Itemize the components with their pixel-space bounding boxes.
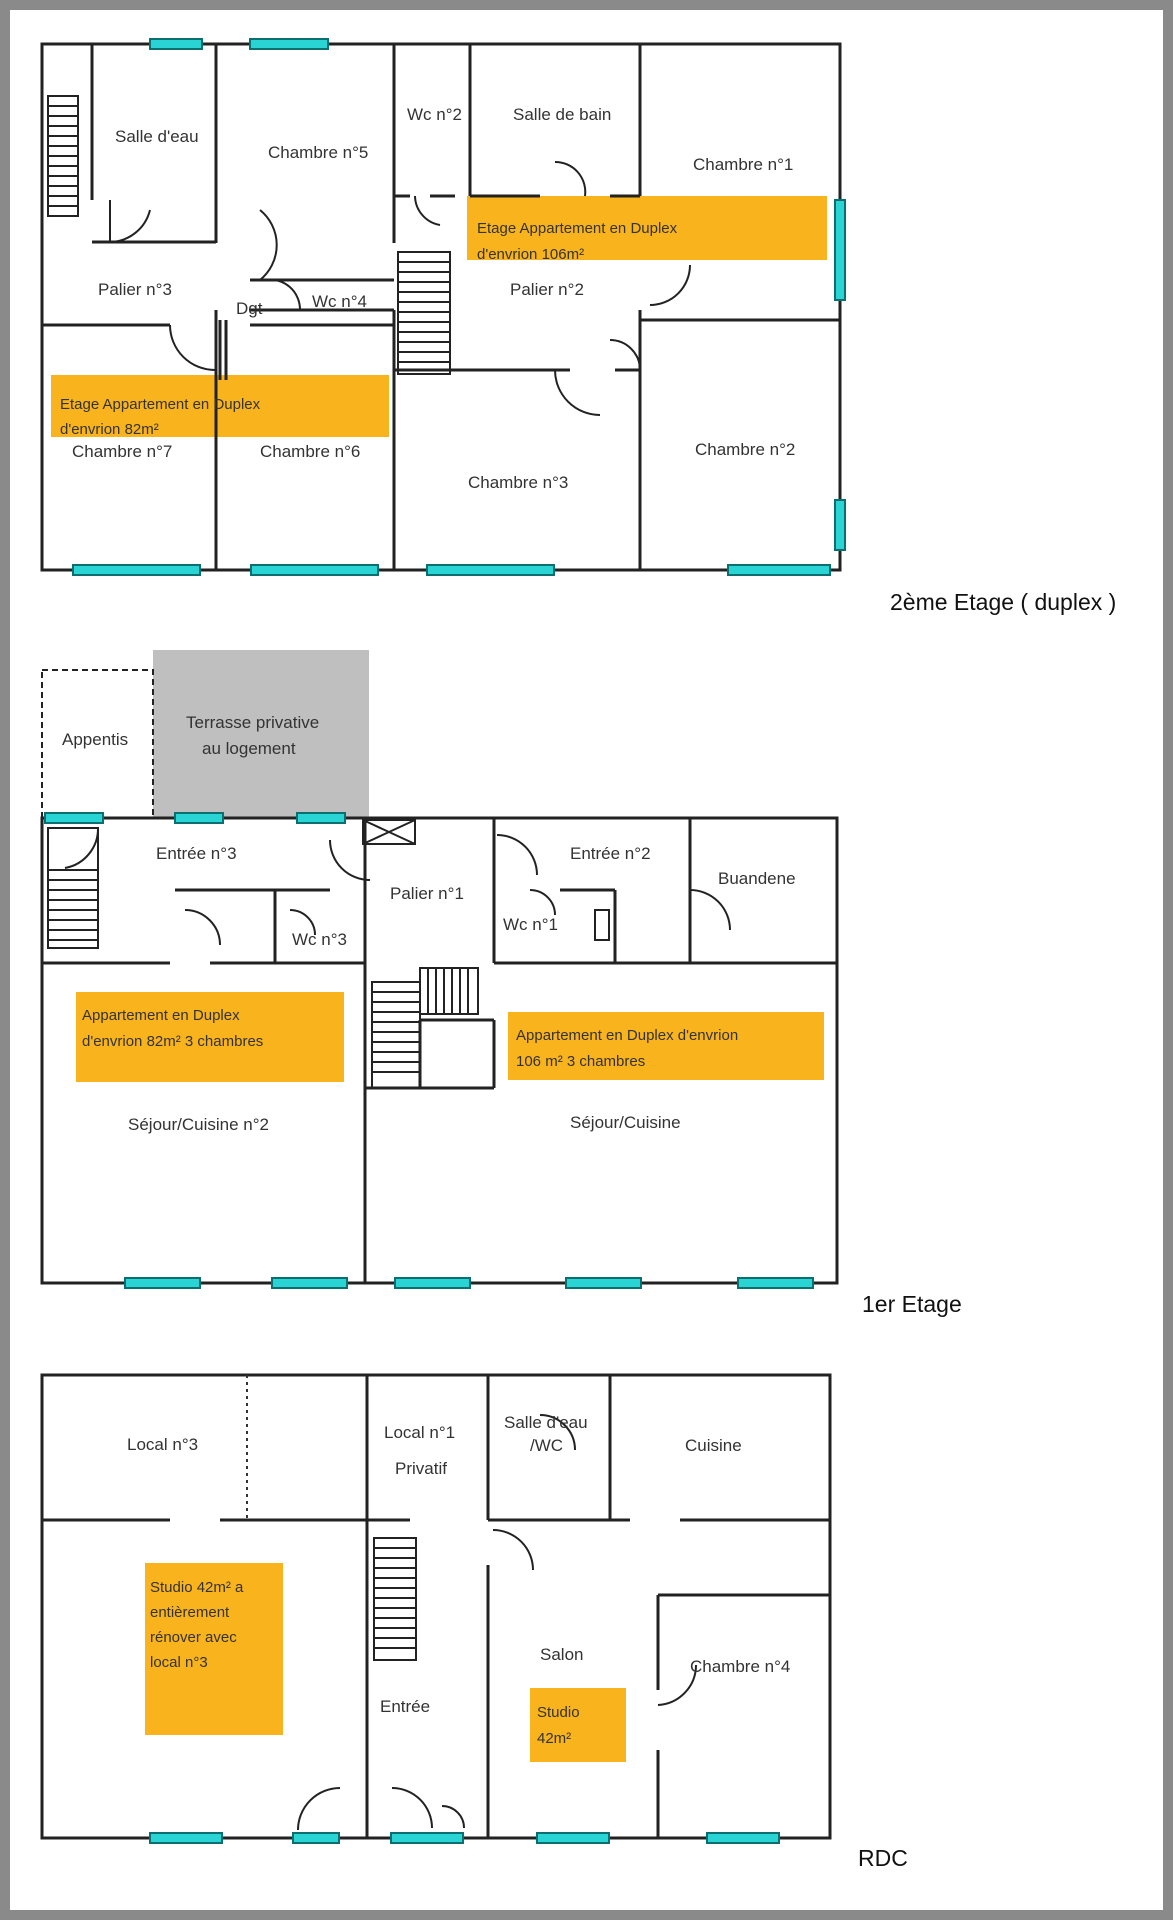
floor-plan-sheet: [10, 10, 1163, 1910]
room-salle-eau-rdc-line2: /WC: [530, 1436, 564, 1455]
terrace-label-line2: au logement: [202, 739, 296, 758]
room-entree-3: Entrée n°3: [156, 844, 237, 863]
room-chambre-3: Chambre n°3: [468, 473, 569, 492]
room-salon: Salon: [540, 1645, 584, 1664]
room-wc-3: Wc n°3: [292, 930, 347, 949]
room-local-1-line1: Local n°1: [384, 1423, 456, 1442]
room-appentis: Appentis: [62, 730, 129, 749]
note-duplex-106-second-line2: d'envrion 106m²: [477, 246, 585, 263]
note-studio-line2: 42m²: [537, 1730, 572, 1747]
room-salle-eau-rdc-line1: Salle d'eau: [504, 1413, 588, 1432]
note-studio-line1: Studio: [537, 1704, 580, 1721]
terrace-label-line1: Terrasse privative: [186, 713, 320, 732]
note-studio-local-line4: local n°3: [150, 1654, 208, 1671]
room-salle-eau-2: Salle d'eau: [115, 127, 199, 146]
room-chambre-6: Chambre n°6: [260, 442, 361, 461]
room-palier-1: Palier n°1: [390, 884, 464, 903]
room-dgt: Dgt: [236, 299, 263, 318]
room-chambre-2: Chambre n°2: [695, 440, 796, 459]
caption-ground-floor: RDC: [858, 1845, 908, 1871]
room-local-1-line2: Privatif: [395, 1459, 447, 1478]
room-salle-de-bain: Salle de bain: [513, 105, 612, 124]
note-duplex-106-first-line1: Appartement en Duplex d'envrion: [516, 1027, 739, 1044]
terrace-area: [153, 650, 369, 818]
first-floor-plan: [42, 650, 962, 1317]
room-chambre-4: Chambre n°4: [690, 1657, 791, 1676]
room-entree-rdc: Entrée: [380, 1697, 431, 1716]
second-floor-plan: [42, 39, 1116, 615]
room-local-3: Local n°3: [127, 1435, 199, 1454]
room-palier-3: Palier n°3: [98, 280, 172, 299]
room-cuisine: Cuisine: [685, 1436, 742, 1455]
room-palier-2: Palier n°2: [510, 280, 584, 299]
caption-first-floor: 1er Etage: [862, 1291, 962, 1317]
note-studio: [530, 1688, 626, 1762]
note-duplex-106-second-line1: Etage Appartement en Duplex: [477, 220, 678, 237]
caption-second-floor: 2ème Etage ( duplex ): [890, 589, 1117, 615]
room-wc-2: Wc n°2: [407, 105, 462, 124]
room-wc-1: Wc n°1: [503, 915, 558, 934]
ground-floor-plan: [42, 1375, 908, 1871]
room-buanderie: Buandene: [718, 869, 796, 888]
note-duplex-82-second-line2: d'envrion 82m²: [60, 421, 159, 438]
floor-plans: [10, 10, 1163, 1910]
note-duplex-82-second-line1: Etage Appartement en Duplex: [60, 396, 261, 413]
room-chambre-7: Chambre n°7: [72, 442, 173, 461]
room-sejour-cuisine-2: Séjour/Cuisine n°2: [128, 1115, 269, 1134]
note-duplex-82-first-line2: d'envrion 82m² 3 chambres: [82, 1033, 264, 1050]
room-entree-2: Entrée n°2: [570, 844, 651, 863]
room-wc-4: Wc n°4: [312, 292, 367, 311]
note-studio-local-line3: rénover avec: [150, 1629, 237, 1646]
room-chambre-5: Chambre n°5: [268, 143, 369, 162]
note-studio-local-line1: Studio 42m² a: [150, 1579, 244, 1596]
note-studio-local-line2: entièrement: [150, 1604, 230, 1621]
room-sejour-cuisine: Séjour/Cuisine: [570, 1113, 681, 1132]
note-duplex-106-first-line2: 106 m² 3 chambres: [516, 1053, 646, 1070]
note-duplex-82-first-line1: Appartement en Duplex: [82, 1007, 240, 1024]
room-chambre-1: Chambre n°1: [693, 155, 794, 174]
